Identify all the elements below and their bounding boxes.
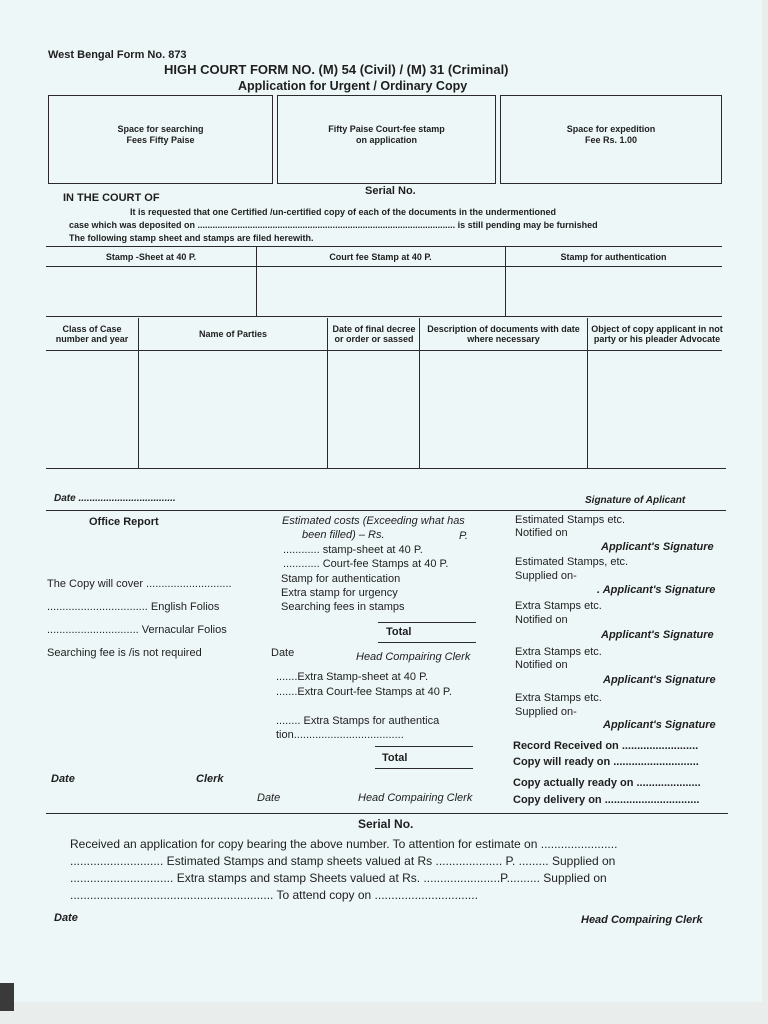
expedition-label-2: Fee Rs. 1.00 <box>584 135 638 145</box>
office-report-heading: Office Report <box>89 516 159 528</box>
applicant-signature-5: Applicant's Signature <box>603 719 716 731</box>
court-fee-stamp-header: Court fee Stamp at 40 P. <box>329 252 432 262</box>
extra-stamps-line-2: Extra Stamps etc. <box>515 646 602 658</box>
copy-actually-ready-line: Copy actually ready on ..................... <box>513 777 701 789</box>
documents-description-header: Description of documents with date where necessary <box>427 324 580 344</box>
total2-label: Total <box>382 752 408 764</box>
extra-auth-line-2: tion.................................... <box>276 729 404 741</box>
authentication-line: Stamp for authentication <box>281 573 401 585</box>
searching-fee-label-1: Space for searching <box>117 124 204 134</box>
court-fee-label-1: Fifty Paise Court-fee stamp <box>328 124 445 134</box>
notified-on-line-2: Notified on <box>515 614 568 626</box>
head-clerk-label-2: Head Compairing Clerk <box>358 792 473 804</box>
notified-on-line: Notified on <box>515 527 568 539</box>
estimate-date-2: Date <box>257 792 281 804</box>
extra-auth-line-1: ........ Extra Stamps for authentica <box>276 715 440 727</box>
total-upper-rule <box>378 622 476 623</box>
applicant-signature-3: Applicant's Signature <box>601 629 714 641</box>
footer-line-3: ............................... Extra stamps and stamp Sheets valued at Rs. .......................P.......... Supplied on <box>70 871 607 885</box>
copy-delivery-line: Copy delivery on ............................... <box>513 794 700 806</box>
total2-lower-rule <box>375 768 473 769</box>
stamp-table-top-rule <box>46 246 722 247</box>
footer-serial-no: Serial No. <box>358 817 414 831</box>
details-header-rule <box>46 350 722 351</box>
record-received-line: Record Received on ......................... <box>513 740 699 752</box>
applicant-signature-4: Applicant's Signature <box>603 674 716 686</box>
application-date: Date ................................... <box>54 493 176 504</box>
expedition-label-1: Space for expedition <box>566 124 656 134</box>
court-fee-label-2: on application <box>355 135 417 145</box>
expedition-fee-box <box>500 95 722 184</box>
supplied-on-line: Supplied on- <box>515 570 577 582</box>
estimated-stamps-line-2: Estimated Stamps, etc. <box>515 556 629 568</box>
case-class-header: Class of Case number and year <box>55 324 129 344</box>
applicant-signature-2: . Applicant's Signature <box>597 584 716 596</box>
stamp-sheet-header: Stamp -Sheet at 40 P. <box>105 252 197 262</box>
court-fee-stamp-box <box>277 95 496 184</box>
searching-fee-label-2: Fees Fifty Paise <box>126 135 195 145</box>
english-folios-line: ................................. English Folios <box>47 601 220 613</box>
request-line-2: case which was deposited on ....................................................................................................... is still pending may be furnished <box>69 220 598 230</box>
form-title: HIGH COURT FORM NO. (M) 54 (Civil) / (M) 31 (Criminal) <box>164 62 509 77</box>
estimated-costs-line-2: been filled) – Rs. <box>302 529 385 541</box>
details-divider-4 <box>587 318 588 468</box>
estimate-date: Date <box>271 647 295 659</box>
extra-stamp-sheet-line: .......Extra Stamp-sheet at 40 P. <box>276 671 429 683</box>
footer-rule <box>46 813 728 814</box>
copy-object-header: Object of copy applicant in not party or his pleader Advocate <box>591 324 723 344</box>
applicant-signature-label: Signature of Aplicant <box>585 495 686 506</box>
urgency-line: Extra stamp for urgency <box>281 587 398 599</box>
footer-line-4: ............................................................. To attend copy on ............................... <box>70 888 478 902</box>
scan-corner-shadow <box>0 983 14 1011</box>
form-subtitle: Application for Urgent / Ordinary Copy <box>238 79 468 93</box>
footer-line-1: Received an application for copy bearing the above number. To attention for estimate on ....................... <box>70 837 618 851</box>
extra-stamps-line: Extra Stamps etc. <box>515 600 602 612</box>
estimated-stamps-line: Estimated Stamps etc. <box>515 514 626 526</box>
request-line-1: It is requested that one Certified /un-certified copy of each of the documents in the undermentioned <box>130 207 557 217</box>
copy-cover-line: The Copy will cover ............................ <box>47 578 232 590</box>
total-label: Total <box>386 626 412 638</box>
form-number: West Bengal Form No. 873 <box>48 49 187 61</box>
signature-rule <box>46 510 726 511</box>
extra-stamps-line-3: Extra Stamps etc. <box>515 692 602 704</box>
parties-header: Name of Parties <box>198 329 268 339</box>
serial-no-label: Serial No. <box>365 185 416 197</box>
stamp-sheet-line: ............ stamp-sheet at 40 P. <box>283 544 423 556</box>
searching-fees-line: Searching fees in stamps <box>281 601 405 613</box>
estimated-costs-line-1: Estimated costs (Exceeding what has <box>282 515 465 527</box>
extra-court-fee-line: .......Extra Court-fee Stamps at 40 P. <box>276 686 452 698</box>
details-bottom-rule <box>46 468 726 469</box>
notified-on-line-3: Notified on <box>515 659 568 671</box>
request-line-3: The following stamp sheet and stamps are filed herewith. <box>69 233 314 243</box>
footer-head-clerk: Head Compairing Clerk <box>581 914 703 926</box>
copy-ready-line: Copy will ready on ............................ <box>513 756 699 768</box>
searching-fee-line: Searching fee is /is not required <box>47 647 202 659</box>
total2-upper-rule <box>375 746 473 747</box>
details-divider-1 <box>138 318 139 468</box>
searching-fee-box <box>48 95 273 184</box>
court-fee-line: ............ Court-fee Stamps at 40 P. <box>283 558 449 570</box>
estimated-costs-paise: P. <box>459 530 468 542</box>
vernacular-folios-line: .............................. Vernacular Folios <box>47 624 227 636</box>
office-date: Date <box>51 773 75 785</box>
footer-date: Date <box>54 912 78 924</box>
details-divider-2 <box>327 318 328 468</box>
office-clerk: Clerk <box>196 773 224 785</box>
applicant-signature-1: Applicant's Signature <box>601 541 714 553</box>
footer-line-2: ............................ Estimated Stamps and stamp sheets valued at Rs .................... P. ......... Supplied on <box>70 854 616 868</box>
stamp-table-bottom-rule <box>46 316 722 317</box>
head-clerk-label: Head Compairing Clerk <box>356 651 471 663</box>
total-lower-rule <box>378 642 476 643</box>
stamp-table-header-rule <box>46 266 722 267</box>
authentication-stamp-header: Stamp for authentication <box>560 252 667 262</box>
supplied-on-line-2: Supplied on- <box>515 706 577 718</box>
final-decree-date-header: Date of final decree or order or sassed <box>332 324 416 344</box>
in-the-court-label: IN THE COURT OF <box>63 192 160 204</box>
details-divider-3 <box>419 318 420 468</box>
